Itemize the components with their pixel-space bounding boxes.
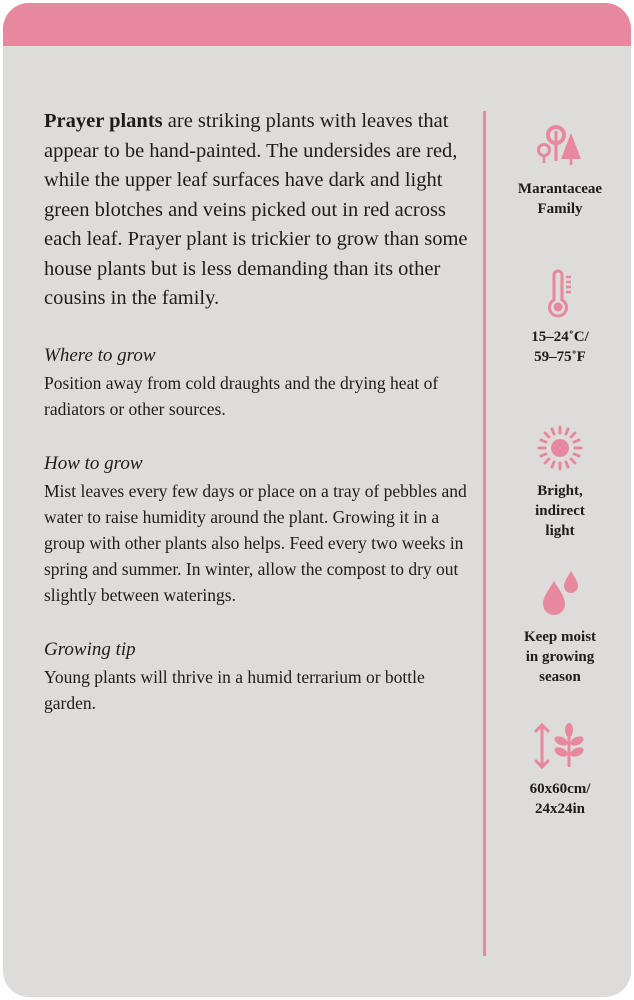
section-title: Growing tip bbox=[44, 638, 136, 660]
info-label-line: 15–24˚C/ bbox=[531, 329, 589, 345]
info-label-line: 60x60cm/ bbox=[529, 781, 591, 797]
section-how-to-grow bbox=[44, 452, 474, 608]
info-label-line: 24x24in bbox=[534, 801, 585, 817]
sun-icon bbox=[535, 423, 585, 473]
water-drops-icon bbox=[535, 569, 585, 619]
info-label-line: Bright, bbox=[537, 483, 583, 499]
info-label-line: Marantaceae bbox=[517, 181, 603, 197]
main-content bbox=[44, 107, 474, 716]
info-family bbox=[489, 121, 631, 219]
plant-care-card bbox=[3, 3, 631, 997]
info-label-line: Keep moist bbox=[523, 629, 597, 645]
section-growing-tip bbox=[44, 638, 474, 716]
info-temperature bbox=[489, 269, 631, 367]
info-label-line: indirect bbox=[535, 503, 585, 519]
section-body: Position away from cold draughts and the drying heat of radiators or other sources. bbox=[44, 372, 439, 419]
trees-icon bbox=[535, 121, 585, 171]
info-label-line: Family bbox=[537, 201, 583, 217]
size-plant-icon bbox=[532, 721, 588, 771]
info-size bbox=[489, 721, 631, 819]
section-title: Where to grow bbox=[44, 344, 156, 366]
thermometer-icon bbox=[535, 269, 585, 319]
section-body: Mist leaves every few days or place on a tray of pebbles and water to raise humidity around the plant. Growing it in a group with other plants also helps. Feed every two weeks in spring and summer. In winter, allow the compost to dry out slightly between waterings. bbox=[44, 480, 467, 605]
info-light bbox=[489, 423, 631, 541]
section-where-to-grow bbox=[44, 344, 474, 422]
section-title: How to grow bbox=[44, 452, 143, 474]
header-band bbox=[3, 3, 631, 46]
info-label-line: in growing bbox=[525, 649, 595, 665]
plant-name: Prayer plants bbox=[44, 110, 163, 132]
info-label-line: season bbox=[539, 669, 581, 685]
section-body: Young plants will thrive in a humid terrarium or bottle garden. bbox=[44, 666, 425, 713]
info-water bbox=[489, 569, 631, 687]
vertical-divider bbox=[483, 111, 486, 956]
info-label-line: light bbox=[545, 523, 575, 539]
intro-text: are striking plants with leaves that appear to be hand-painted. The undersides are red, while the upper leaf surfaces have dark and light green blotches and veins picked out in red across each leaf. Prayer plant is trickier to grow than some house plants but is less demanding than its other cousins in the family. bbox=[44, 110, 468, 309]
intro-paragraph bbox=[44, 107, 474, 314]
info-label-line: 59–75˚F bbox=[534, 349, 586, 365]
